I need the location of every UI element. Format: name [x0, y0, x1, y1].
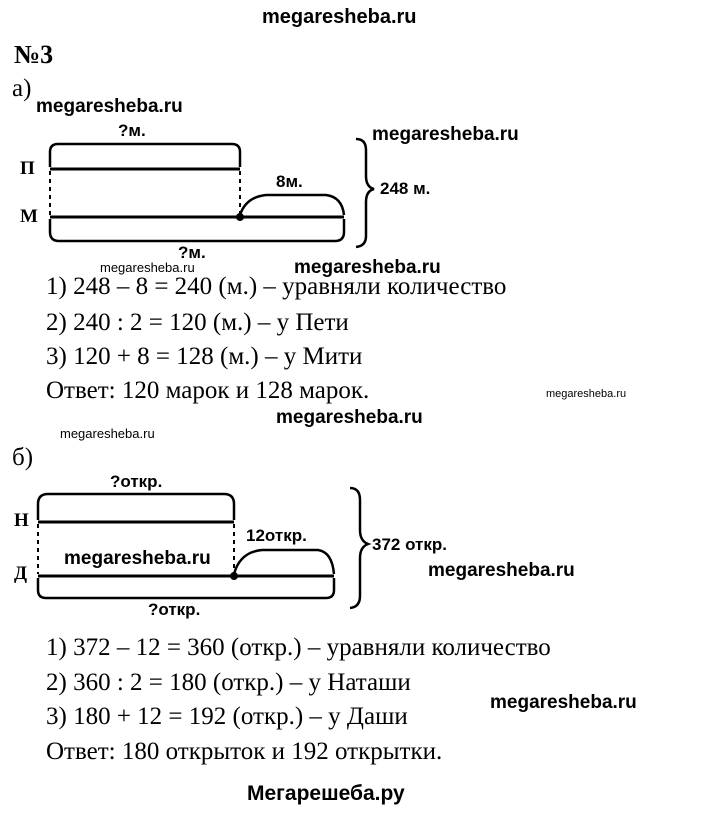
site-header: megaresheba.ru — [262, 6, 417, 28]
diagram-a-row-top-label: П — [20, 158, 35, 179]
diagram-a-extra-brace — [240, 195, 344, 215]
part-a-step-3: 3) 120 + 8 = 128 (м.) – у Мити — [46, 343, 363, 370]
part-b-step-3: 3) 180 + 12 = 192 (откр.) – у Даши — [46, 703, 408, 730]
watermark: megaresheba.ru — [64, 548, 211, 569]
part-b-step-2: 2) 360 : 2 = 180 (откр.) – у Наташи — [46, 669, 411, 696]
diagram-b-extra-brace — [234, 550, 334, 574]
diagram-a-bottom-brace — [50, 219, 344, 241]
diagram-a-top-brace — [50, 144, 240, 167]
problem-number: №3 — [14, 40, 54, 69]
watermark: megaresheba.ru — [372, 124, 519, 145]
diagram-b-total-brace — [350, 488, 368, 608]
part-b-label: б) — [12, 444, 34, 471]
diagram-a-top-question: ?м. — [118, 121, 146, 140]
part-b-step-1: 1) 372 – 12 = 360 (откр.) – уравняли количество — [46, 634, 551, 661]
watermark: megaresheba.ru — [100, 260, 195, 275]
part-a-step-2: 2) 240 : 2 = 120 (м.) – у Пети — [46, 309, 349, 336]
diagram-b-top-brace — [38, 494, 234, 520]
diagram-a-row-bottom-label: М — [20, 206, 38, 227]
part-a-label: а) — [12, 75, 32, 102]
watermark: megaresheba.ru — [490, 692, 637, 713]
diagram-b-extra: 12откр. — [246, 526, 307, 545]
diagram-b-total: 372 откр. — [372, 535, 447, 554]
diagram-b-bottom-question: ?откр. — [148, 600, 201, 619]
diagram-a-total: 248 м. — [380, 179, 431, 198]
part-b-answer: Ответ: 180 открыток и 192 открытки. — [46, 738, 443, 765]
diagram-b-top-question: ?откр. — [110, 472, 163, 491]
diagram-a-extra: 8м. — [276, 172, 303, 191]
part-a-step-1: 1) 248 – 8 = 240 (м.) – уравняли количество — [46, 273, 507, 300]
diagram-a-total-brace — [356, 139, 374, 247]
watermark: megaresheba.ru — [294, 257, 441, 278]
watermark: megaresheba.ru — [276, 407, 423, 428]
diagram-b-bottom-brace — [38, 578, 334, 598]
watermark: megaresheba.ru — [428, 560, 575, 581]
watermark: megaresheba.ru — [60, 426, 155, 441]
diagram-b-row-top-label: Н — [14, 510, 29, 531]
diagram-a-bottom-question: ?м. — [178, 243, 206, 262]
watermark: megaresheba.ru — [546, 388, 627, 400]
part-a-answer: Ответ: 120 марок и 128 марок. — [46, 377, 370, 404]
site-footer: Мегарешеба.ру — [247, 782, 405, 805]
diagram-b-row-bottom-label: Д — [14, 563, 28, 584]
watermark: megaresheba.ru — [36, 96, 183, 117]
